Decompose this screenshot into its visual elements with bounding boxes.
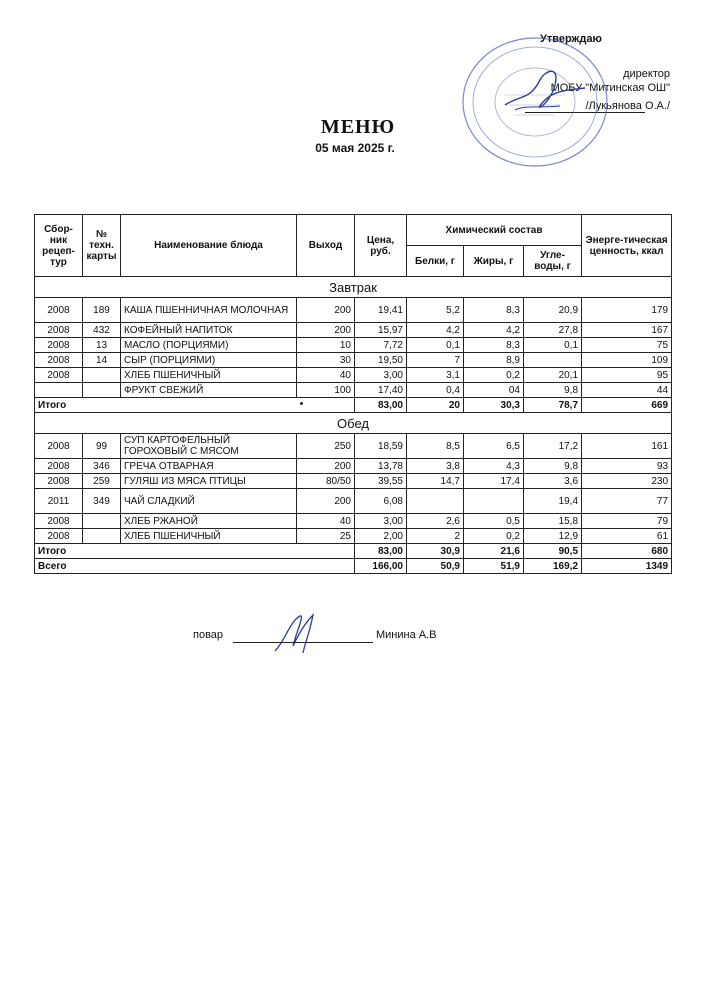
cell-output: 200 (297, 323, 355, 338)
cell-card (83, 514, 121, 529)
cell-energy: 161 (582, 434, 672, 459)
cell-card (83, 383, 121, 398)
cell-carbs: 20,9 (524, 298, 582, 323)
cell-output: 200 (297, 459, 355, 474)
cell-collection: 2008 (35, 529, 83, 544)
cell-name: ЧАЙ СЛАДКИЙ (121, 489, 297, 514)
cell-energy: 230 (582, 474, 672, 489)
cell-carbs: 15,8 (524, 514, 582, 529)
header-fat: Жиры, г (464, 246, 524, 277)
cell-price: 2,00 (355, 529, 407, 544)
grand-total-energy: 1349 (582, 559, 672, 574)
cell-energy: 95 (582, 368, 672, 383)
total-carbs: 90,5 (524, 544, 582, 559)
total-protein: 20 (407, 398, 464, 413)
cell-card: 259 (83, 474, 121, 489)
cell-output: 30 (297, 353, 355, 368)
cell-protein: 3,8 (407, 459, 464, 474)
total-energy: 680 (582, 544, 672, 559)
cell-price: 18,59 (355, 434, 407, 459)
cell-fat: 04 (464, 383, 524, 398)
cell-card (83, 368, 121, 383)
cell-collection: 2008 (35, 514, 83, 529)
approval-position: директор (623, 68, 670, 80)
cell-output: 25 (297, 529, 355, 544)
cell-output: 10 (297, 338, 355, 353)
cell-price: 13,78 (355, 459, 407, 474)
cell-name: ГУЛЯШ ИЗ МЯСА ПТИЦЫ (121, 474, 297, 489)
header-energy: Энерге-тическая ценность, ккал (582, 215, 672, 277)
cell-card: 14 (83, 353, 121, 368)
cell-name: ГРЕЧА ОТВАРНАЯ (121, 459, 297, 474)
footer-role: повар (193, 629, 224, 641)
total-protein: 30,9 (407, 544, 464, 559)
table-row (35, 383, 672, 398)
header-collection: Сбор-ник рецеп-тур (35, 215, 83, 277)
cell-output: 200 (297, 298, 355, 323)
table-row (35, 323, 672, 338)
cell-protein: 3,1 (407, 368, 464, 383)
cell-protein: 2 (407, 529, 464, 544)
cell-price: 6,08 (355, 489, 407, 514)
cell-name: КАША ПШЕННИЧНАЯ МОЛОЧНАЯ (121, 298, 297, 323)
total-fat: 21,6 (464, 544, 524, 559)
footer-signature-line (233, 642, 373, 643)
cell-fat: 8,3 (464, 338, 524, 353)
cell-fat: 0,2 (464, 529, 524, 544)
cell-energy: 75 (582, 338, 672, 353)
cell-collection: 2008 (35, 368, 83, 383)
cell-output: 200 (297, 489, 355, 514)
table-row (35, 474, 672, 489)
total-label: Итого (35, 544, 355, 559)
cell-collection: 2008 (35, 353, 83, 368)
cell-output: 80/50 (297, 474, 355, 489)
cell-name: МАСЛО (ПОРЦИЯМИ) (121, 338, 297, 353)
cell-fat: 8,9 (464, 353, 524, 368)
cell-energy: 61 (582, 529, 672, 544)
cell-protein: 7 (407, 353, 464, 368)
cell-energy: 93 (582, 459, 672, 474)
cell-collection: 2008 (35, 323, 83, 338)
header-protein: Белки, г (407, 246, 464, 277)
table-row (35, 514, 672, 529)
table-row (35, 529, 672, 544)
cell-carbs: 20,1 (524, 368, 582, 383)
cell-card: 432 (83, 323, 121, 338)
cell-price: 15,97 (355, 323, 407, 338)
cell-protein: 0,1 (407, 338, 464, 353)
cell-name: ФРУКТ СВЕЖИЙ (121, 383, 297, 398)
cell-name: СУП КАРТОФЕЛЬНЫЙ ГОРОХОВЫЙ С МЯСОМ (121, 434, 297, 459)
cell-collection: 2008 (35, 474, 83, 489)
cell-card: 99 (83, 434, 121, 459)
table-row (35, 368, 672, 383)
table-row (35, 298, 672, 323)
grand-total-fat: 51,9 (464, 559, 524, 574)
grand-total-price: 166,00 (355, 559, 407, 574)
table-header-row (35, 215, 672, 246)
cell-energy: 109 (582, 353, 672, 368)
header-chem: Химический состав (407, 215, 582, 246)
document-title-block (0, 116, 720, 155)
cell-card: 346 (83, 459, 121, 474)
cell-energy: 167 (582, 323, 672, 338)
cell-energy: 77 (582, 489, 672, 514)
total-fat: 30,3 (464, 398, 524, 413)
cell-carbs: 17,2 (524, 434, 582, 459)
cell-name: КОФЕЙНЫЙ НАПИТОК (121, 323, 297, 338)
section-title-lunch: Обед (35, 413, 672, 434)
cell-carbs: 9,8 (524, 459, 582, 474)
cell-carbs: 0,1 (524, 338, 582, 353)
footer-name: Минина А.В (376, 629, 437, 641)
cell-carbs: 12,9 (524, 529, 582, 544)
cell-carbs: 19,4 (524, 489, 582, 514)
cell-protein: 5,2 (407, 298, 464, 323)
table-row (35, 353, 672, 368)
cell-card: 189 (83, 298, 121, 323)
ink-dot (300, 402, 303, 405)
cell-fat: 6,5 (464, 434, 524, 459)
cook-signature (265, 611, 325, 656)
cell-name: ХЛЕБ ПШЕНИЧНЫЙ (121, 368, 297, 383)
cell-price: 3,00 (355, 368, 407, 383)
cell-price: 3,00 (355, 514, 407, 529)
director-signature (500, 60, 590, 120)
cell-fat (464, 489, 524, 514)
document-date: 05 мая 2025 г. (315, 141, 395, 155)
cell-collection (35, 383, 83, 398)
section-row-lunch (35, 413, 672, 434)
cell-protein: 8,5 (407, 434, 464, 459)
menu-table (34, 214, 672, 574)
cell-price: 19,50 (355, 353, 407, 368)
cell-name: СЫР (ПОРЦИЯМИ) (121, 353, 297, 368)
cell-output: 100 (297, 383, 355, 398)
total-carbs: 78,7 (524, 398, 582, 413)
cell-energy: 79 (582, 514, 672, 529)
cell-price: 39,55 (355, 474, 407, 489)
cell-energy: 179 (582, 298, 672, 323)
cell-fat: 0,5 (464, 514, 524, 529)
cell-fat: 17,4 (464, 474, 524, 489)
table-row (35, 338, 672, 353)
cell-protein (407, 489, 464, 514)
approval-title: Утверждаю (540, 33, 602, 45)
cell-output: 250 (297, 434, 355, 459)
table-row (35, 489, 672, 514)
header-price: Цена, руб. (355, 215, 407, 277)
total-price: 83,00 (355, 398, 407, 413)
approval-organization: МОБУ "Митинская ОШ" (550, 82, 670, 94)
cell-price: 17,40 (355, 383, 407, 398)
cell-collection: 2008 (35, 298, 83, 323)
cell-card: 349 (83, 489, 121, 514)
header-name: Наименование блюда (121, 215, 297, 277)
cell-energy: 44 (582, 383, 672, 398)
cell-output: 40 (297, 514, 355, 529)
cell-fat: 4,3 (464, 459, 524, 474)
total-label: Итого (35, 398, 355, 413)
table-row (35, 434, 672, 459)
header-carbs: Угле-воды, г (524, 246, 582, 277)
grand-total-label: Всего (35, 559, 355, 574)
cell-protein: 4,2 (407, 323, 464, 338)
cell-fat: 8,3 (464, 298, 524, 323)
cell-name: ХЛЕБ РЖАНОЙ (121, 514, 297, 529)
cell-collection: 2008 (35, 459, 83, 474)
total-energy: 669 (582, 398, 672, 413)
section-row-breakfast (35, 277, 672, 298)
cell-carbs (524, 353, 582, 368)
grand-total-row (35, 559, 672, 574)
cell-protein: 14,7 (407, 474, 464, 489)
total-price: 83,00 (355, 544, 407, 559)
cell-output: 40 (297, 368, 355, 383)
breakfast-rows (35, 298, 672, 398)
cell-collection: 2008 (35, 434, 83, 459)
section-title-breakfast: Завтрак (35, 277, 672, 298)
approval-signatory: /Лукьянова О.А./ (585, 100, 670, 112)
grand-total-protein: 50,9 (407, 559, 464, 574)
cell-price: 19,41 (355, 298, 407, 323)
cell-fat: 0,2 (464, 368, 524, 383)
cell-name: ХЛЕБ ПШЕНИЧНЫЙ (121, 529, 297, 544)
cell-card: 13 (83, 338, 121, 353)
breakfast-total-row (35, 398, 672, 413)
cell-price: 7,72 (355, 338, 407, 353)
cell-carbs: 27,8 (524, 323, 582, 338)
cell-carbs: 3,6 (524, 474, 582, 489)
cell-collection: 2008 (35, 338, 83, 353)
cell-card (83, 529, 121, 544)
header-card: № техн. карты (83, 215, 121, 277)
lunch-total-row (35, 544, 672, 559)
cell-protein: 0,4 (407, 383, 464, 398)
grand-total-carbs: 169,2 (524, 559, 582, 574)
cell-fat: 4,2 (464, 323, 524, 338)
cell-collection: 2011 (35, 489, 83, 514)
header-output: Выход (297, 215, 355, 277)
table-row (35, 459, 672, 474)
cell-carbs: 9,8 (524, 383, 582, 398)
cell-protein: 2,6 (407, 514, 464, 529)
document-title: МЕНЮ (320, 116, 396, 138)
lunch-rows (35, 434, 672, 544)
